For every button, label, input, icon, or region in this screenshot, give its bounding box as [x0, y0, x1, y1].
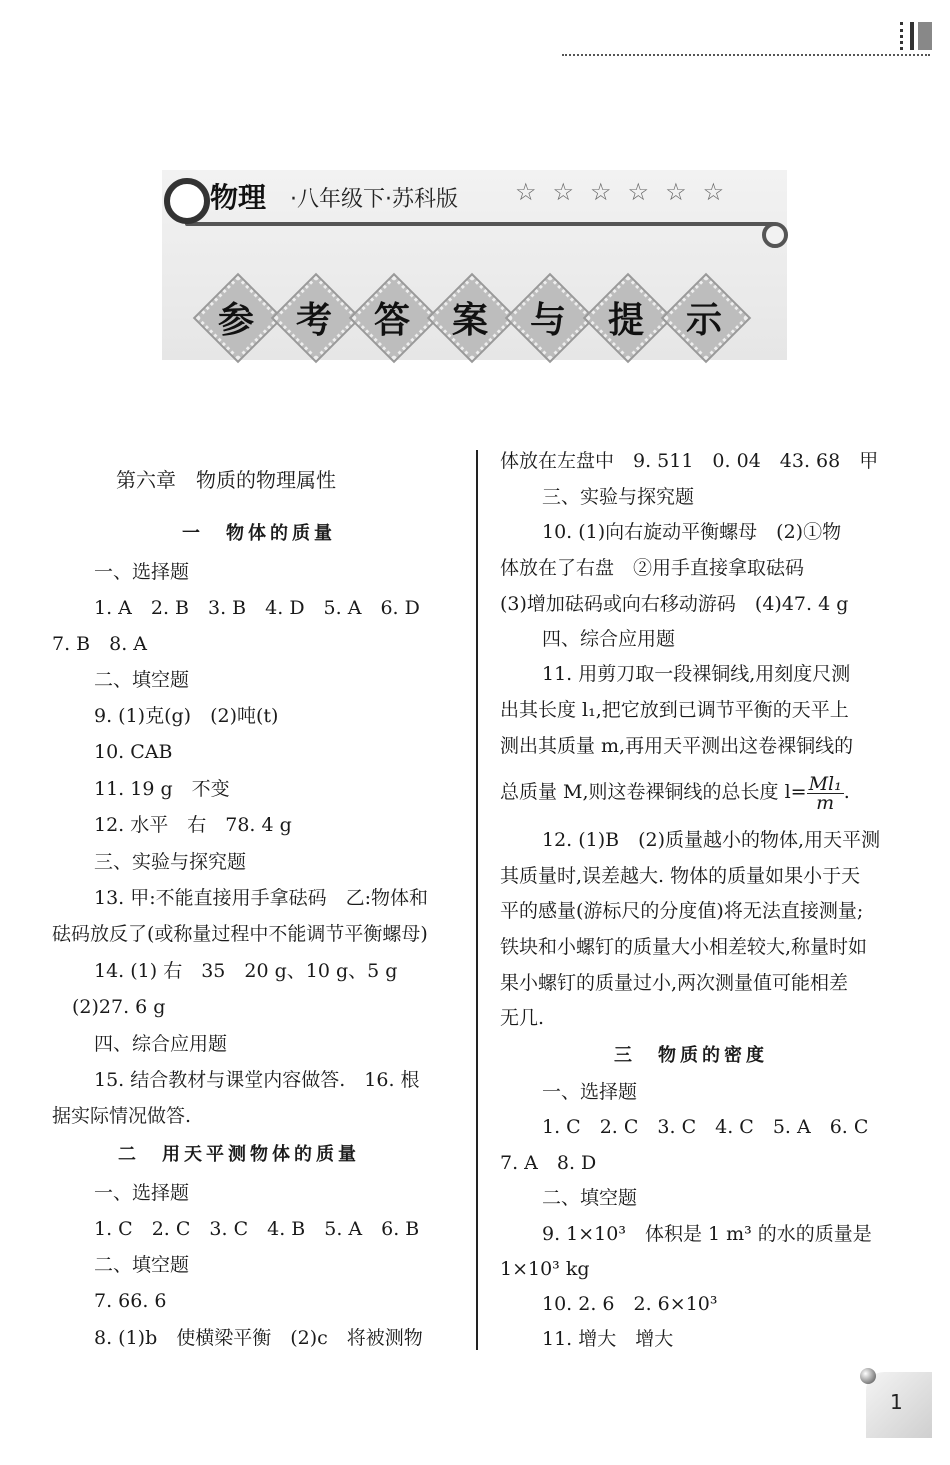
- answer-line: 果小螺钉的质量过小,两次测量值可能相差: [500, 972, 849, 994]
- subsection-heading: 四、综合应用题: [542, 628, 676, 650]
- subsection-heading: 一、选择题: [94, 1182, 190, 1204]
- answer-line: 11. 增大 增大: [542, 1328, 674, 1350]
- subsection-heading: 四、综合应用题: [94, 1033, 228, 1055]
- answer-line: 体放在了右盘 ②用手直接拿取砝码: [500, 557, 805, 579]
- banner-diamond: 提: [588, 278, 664, 354]
- subsection-heading: 三、实验与探究题: [94, 851, 247, 873]
- subsection-heading: 二、填空题: [542, 1187, 638, 1209]
- answer-line: 砝码放反了(或称量过程中不能调节平衡螺母): [52, 923, 428, 945]
- answer-line: 平的感量(游标尺的分度值)将无法直接测量;: [500, 900, 864, 922]
- banner-diamond: 案: [432, 278, 508, 354]
- answer-line: 10. CAB: [94, 741, 173, 763]
- ring-right-icon: [762, 222, 788, 248]
- page-number: 1: [890, 1390, 903, 1414]
- column-divider: [476, 450, 478, 1350]
- answer-line: 其质量时,误差越大. 物体的质量如果小于天: [500, 865, 861, 887]
- answer-line: 1. C 2. C 3. C 4. C 5. A 6. C: [542, 1116, 869, 1138]
- answer-line: 铁块和小螺钉的质量大小相差较大,称量时如: [500, 936, 868, 958]
- top-dotted-rule: [562, 54, 930, 56]
- answer-line: 9. (1)克(g) (2)吨(t): [94, 705, 279, 727]
- ball-icon: [860, 1368, 876, 1384]
- answer-line: (2)27. 6 g: [72, 996, 166, 1018]
- answer-line: 10. 2. 6 2. 6×10³: [542, 1293, 718, 1315]
- answer-line: 15. 结合教材与课堂内容做答. 16. 根: [94, 1069, 420, 1091]
- book-subject: 物理: [210, 181, 267, 214]
- banner-rule: [185, 222, 775, 226]
- ring-left-icon: [164, 178, 210, 224]
- banner-diamond: 与: [510, 278, 586, 354]
- banner-title: [198, 278, 758, 354]
- section-title: 三 物质的密度: [614, 1045, 768, 1066]
- banner-diamond: 参: [198, 278, 274, 354]
- answer-line: 14. (1) 右 35 20 g、10 g、5 g: [94, 960, 398, 982]
- answer-line: 1×10³ kg: [500, 1258, 590, 1280]
- answer-line: 测出其质量 m,再用天平测出这卷裸铜线的: [500, 735, 854, 757]
- answer-text: 总质量 M,则这卷裸铜线的总长度 l=: [500, 781, 807, 803]
- length-fraction: [807, 772, 844, 814]
- answer-line: 10. (1)向右旋动平衡螺母 (2)①物: [542, 521, 842, 543]
- banner-diamond: 示: [666, 278, 742, 354]
- answer-line: 无几.: [500, 1007, 545, 1029]
- banner-diamond: 答: [354, 278, 430, 354]
- banner-diamond: 考: [276, 278, 352, 354]
- answer-line: 据实际情况做答.: [52, 1105, 192, 1127]
- answer-line: 体放在左盘中 9. 511 0. 04 43. 68 甲: [500, 450, 879, 472]
- answer-line: 12. (1)B (2)质量越小的物体,用天平测: [542, 829, 881, 851]
- answer-line: 11. 19 g 不变: [94, 778, 230, 800]
- subsection-heading: 一、选择题: [542, 1081, 638, 1103]
- answer-line: (3)增加砝码或向右移动游码 (4)47. 4 g: [500, 593, 849, 615]
- answer-line: 7. 66. 6: [94, 1290, 167, 1312]
- answer-line: 13. 甲:不能直接用手拿砝码 乙:物体和: [94, 887, 429, 909]
- section-title: 二 用天平测物体的质量: [118, 1144, 360, 1165]
- fraction-denominator: m: [816, 791, 835, 814]
- page-number-tab: [866, 1372, 932, 1438]
- answer-line: 7. B 8. A: [52, 633, 148, 655]
- book-edition: ·八年级下·苏科版: [290, 187, 458, 212]
- chapter-title: 第六章 物质的物理属性: [116, 468, 336, 492]
- subsection-heading: 二、填空题: [94, 1254, 190, 1276]
- answer-line: 1. A 2. B 3. B 4. D 5. A 6. D: [94, 597, 420, 619]
- answer-line: 11. 用剪刀取一段裸铜线,用刻度尺测: [542, 663, 851, 685]
- answer-line: 7. A 8. D: [500, 1152, 597, 1174]
- stars-icon: ☆☆☆☆☆☆: [515, 178, 741, 206]
- corner-decoration: [900, 22, 932, 50]
- section-title: 一 物体的质量: [182, 523, 336, 544]
- subsection-heading: 二、填空题: [94, 669, 190, 691]
- answer-line: 12. 水平 右 78. 4 g: [94, 814, 292, 836]
- formula-line: 总质量 M,则这卷裸铜线的总长度 l= $\frac{\text{Ml₁}}{m}$ .: [500, 772, 850, 814]
- fraction-numerator: Ml₁: [808, 772, 842, 795]
- subsection-heading: 一、选择题: [94, 561, 190, 583]
- answer-line: 1. C 2. C 3. C 4. B 5. A 6. B: [94, 1218, 420, 1240]
- subsection-heading: 三、实验与探究题: [542, 486, 695, 508]
- answer-line: 8. (1)b 使横梁平衡 (2)c 将被测物: [94, 1327, 423, 1349]
- answer-line: 出其长度 l₁,把它放到已调节平衡的天平上: [500, 699, 849, 721]
- answer-line: 9. 1×10³ 体积是 1 m³ 的水的质量是: [542, 1223, 872, 1245]
